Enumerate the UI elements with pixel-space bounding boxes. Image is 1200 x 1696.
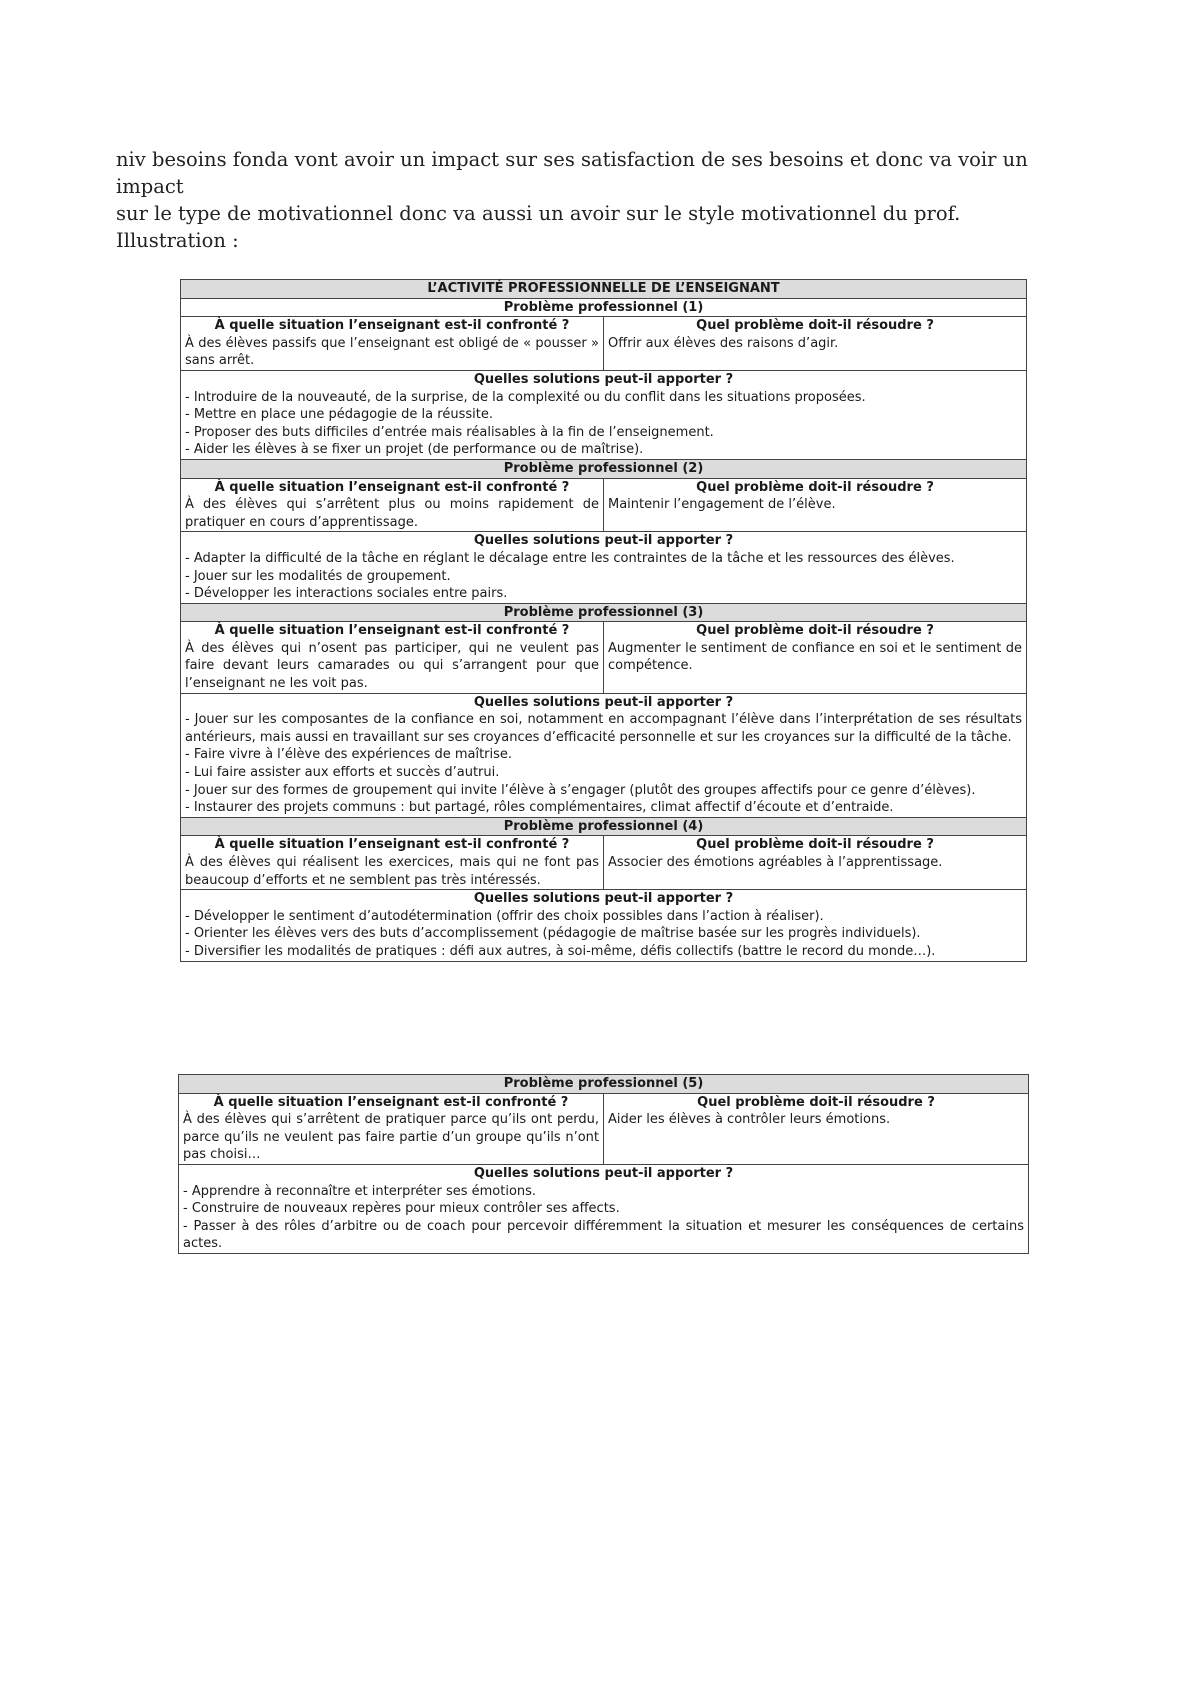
- intro-line-3: Illustration :: [116, 229, 239, 252]
- solution-item: - Jouer sur les modalités de groupement.: [185, 568, 451, 584]
- intro-text: [116, 146, 1096, 254]
- solution-item: - Aider les élèves à se fixer un projet (de performance ou de maîtrise).: [185, 442, 644, 458]
- solutions-question: Quelles solutions peut-il apporter ?: [473, 1165, 734, 1181]
- solutions-cell-3: [181, 693, 1027, 817]
- problem-header-5: Problème professionnel (5): [179, 1075, 1029, 1094]
- solution-item: - Développer les interactions sociales entre pairs.: [185, 586, 508, 602]
- situation-text: À des élèves qui réalisent les exercices, mais qui ne font pas beaucoup d’efforts et ne semblent pas très intéressés.: [185, 855, 599, 888]
- solution-item: - Construire de nouveaux repères pour mieux contrôler ses affects.: [183, 1201, 620, 1217]
- situation-text: À des élèves qui s’arrêtent de pratiquer parce qu’ils ont perdu, parce qu’ils ne veulent pas faire partie d’un groupe qu’ils n’ont pas choisi…: [183, 1112, 599, 1163]
- probleme-question: Quel problème doit-il résoudre ?: [697, 1094, 935, 1110]
- solutions-cell-1: [181, 370, 1027, 459]
- probleme-text: Maintenir l’engagement de l’élève.: [608, 497, 836, 513]
- solutions-question: Quelles solutions peut-il apporter ?: [473, 694, 734, 710]
- solution-item: - Diversifier les modalités de pratiques : défi aux autres, à soi-même, défis collectifs (battre le record du monde…).: [185, 943, 936, 959]
- problem-5-table: [178, 1074, 1029, 1254]
- solutions-question: Quelles solutions peut-il apporter ?: [473, 371, 734, 387]
- solution-item: - Développer le sentiment d’autodétermination (offrir des choix possibles dans l’action à réaliser).: [185, 908, 824, 924]
- probleme-text: Augmenter le sentiment de confiance en soi et le sentiment de compétence.: [608, 640, 1022, 674]
- problem-header-4: Problème professionnel (4): [181, 817, 1027, 836]
- solutions-question: Quelles solutions peut-il apporter ?: [473, 891, 734, 907]
- situation-cell-5: [179, 1093, 604, 1164]
- solutions-cell-4: [181, 890, 1027, 961]
- solution-item: - Mettre en place une pédagogie de la réussite.: [185, 407, 493, 423]
- situation-text: À des élèves qui n’osent pas participer, qui ne veulent pas faire devant leurs camarades ou qui s’arrangent pour que l’enseignant ne les voit pas.: [185, 640, 599, 692]
- intro-line-1: niv besoins fonda vont avoir un impact sur ses satisfaction de ses besoins et donc va voir un impact: [116, 148, 1028, 198]
- solution-item: - Jouer sur des formes de groupement qui invite l’élève à s’engager (plutôt des groupes affectifs pour ce genre d’élèves).: [185, 782, 976, 798]
- probleme-cell-1: [604, 317, 1027, 371]
- probleme-question: Quel problème doit-il résoudre ?: [696, 837, 934, 853]
- probleme-question: Quel problème doit-il résoudre ?: [696, 479, 934, 495]
- intro-line-2: sur le type de motivationnel donc va aussi un avoir sur le style motivationnel du prof.: [116, 202, 961, 225]
- solutions-cell-2: [181, 532, 1027, 603]
- situation-text: À des élèves qui s’arrêtent plus ou moins rapidement de pratiquer en cours d’apprentissage.: [185, 497, 599, 530]
- probleme-cell-2: [604, 478, 1027, 532]
- problem-header-3: Problème professionnel (3): [181, 603, 1027, 622]
- solutions-question: Quelles solutions peut-il apporter ?: [473, 533, 734, 549]
- situation-question: À quelle situation l’enseignant est-il confronté ?: [214, 479, 570, 495]
- probleme-text: Associer des émotions agréables à l’apprentissage.: [608, 855, 943, 870]
- solution-item: - Lui faire assister aux efforts et succès d’autrui.: [185, 765, 500, 781]
- problem-header-2: Problème professionnel (2): [181, 459, 1027, 478]
- probleme-cell-4: [604, 836, 1027, 890]
- solution-item: - Apprendre à reconnaître et interpréter ses émotions.: [183, 1183, 537, 1199]
- solution-item: - Faire vivre à l’élève des expériences de maîtrise.: [185, 747, 513, 763]
- problem-header-1: Problème professionnel (1): [181, 298, 1027, 317]
- situation-cell-3: [181, 622, 604, 693]
- probleme-text: Offrir aux élèves des raisons d’agir.: [608, 335, 839, 351]
- solution-item: - Instaurer des projets communs : but partagé, rôles complémentaires, climat affectif d’écoute et d’entraide.: [185, 800, 894, 816]
- situation-cell-2: [181, 478, 604, 532]
- solution-item: - Orienter les élèves vers des buts d’accomplissement (pédagogie de maîtrise basée sur les progrès individuels).: [185, 926, 921, 942]
- situation-question: À quelle situation l’enseignant est-il confronté ?: [213, 1094, 569, 1110]
- situation-text: À des élèves passifs que l’enseignant est obligé de « pousser » sans arrêt.: [185, 335, 599, 369]
- probleme-question: Quel problème doit-il résoudre ?: [696, 623, 934, 639]
- solution-item: - Introduire de la nouveauté, de la surprise, de la complexité ou du conflit dans les situations proposées.: [185, 389, 866, 405]
- solution-item: - Adapter la difficulté de la tâche en réglant le décalage entre les contraintes de la tâche et les ressources des élèves.: [185, 550, 955, 566]
- situation-cell-4: [181, 836, 604, 890]
- probleme-cell-5: [604, 1093, 1029, 1164]
- situation-cell-1: [181, 317, 604, 371]
- solution-item: - Jouer sur les composantes de la confiance en soi, notamment en accompagnant l’élève dans l’interprétation de ses résultats antérieurs, mais aussi en travaillant sur ses croyances d’efficacité personnelle et sur les croyances sur la difficulté de la tâche.: [185, 712, 1022, 745]
- probleme-cell-3: [604, 622, 1027, 693]
- situation-question: À quelle situation l’enseignant est-il confronté ?: [214, 837, 570, 853]
- probleme-question: Quel problème doit-il résoudre ?: [696, 318, 934, 334]
- situation-question: À quelle situation l’enseignant est-il confronté ?: [214, 318, 570, 334]
- solution-item: - Passer à des rôles d’arbitre ou de coach pour percevoir différemment la situation et mesurer les conséquences de certains actes.: [183, 1218, 1024, 1252]
- solution-item: - Proposer des buts difficiles d’entrée mais réalisables à la fin de l’enseignement.: [185, 424, 714, 440]
- activity-table: [180, 279, 1027, 962]
- solutions-cell-5: [179, 1164, 1029, 1253]
- probleme-text: Aider les élèves à contrôler leurs émotions.: [608, 1112, 891, 1128]
- situation-question: À quelle situation l’enseignant est-il confronté ?: [214, 623, 570, 639]
- table-title: L’ACTIVITÉ PROFESSIONNELLE DE L’ENSEIGNANT: [181, 280, 1027, 299]
